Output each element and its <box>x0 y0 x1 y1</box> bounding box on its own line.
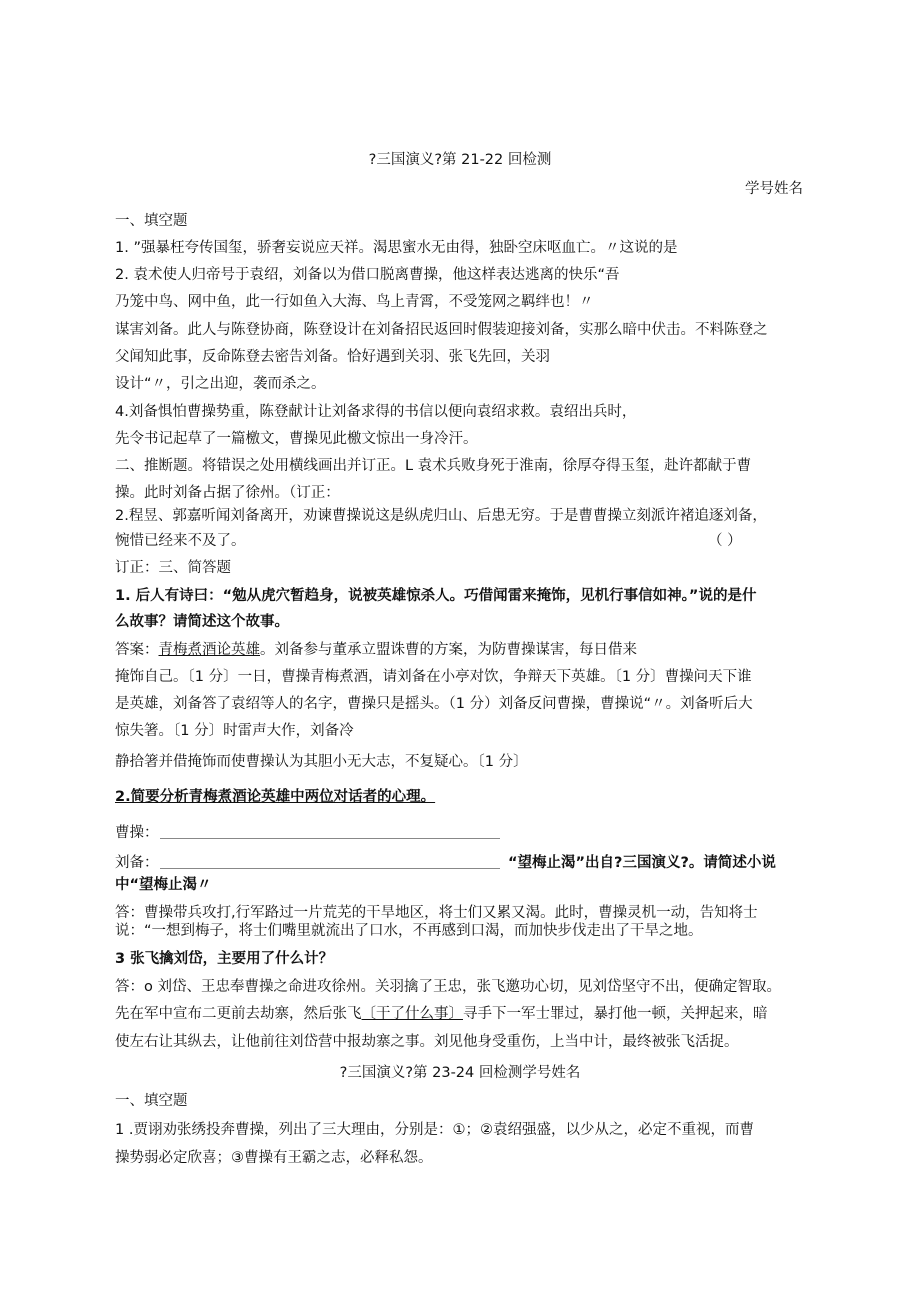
answer-4-text-a: 先在军中宣布二更前去劫寨，然后张飞 <box>115 1006 362 1022</box>
question-5-line-1: 1 .贾诩劝张绣投奔曹操，列出了三大理由，分别是：①；②袁绍强盛，以少从之，必定不重视，而曹 <box>115 1122 754 1138</box>
student-info: 学号姓名 <box>745 181 803 197</box>
section-2-line-2: 操。此时刘备占据了徐州。（订正： <box>115 485 340 501</box>
short-answer-1-line-1: 1. 后人有诗曰：“勉从虎穴暂趋身，说被英雄惊杀人。巧借闻雷来掩饰，见机行事信如神。”说的是什 <box>115 588 757 604</box>
answer-1-line-1 <box>115 640 637 660</box>
section-heading-fill-blank-2: 一、填空题 <box>115 1093 188 1109</box>
answer-4-line-1: 答：o 刘岱、王忠奉曹操之命进攻徐州。关羽擒了王忠，张飞邀功心切，见刘岱坚守不出，便确定智取。 <box>115 979 781 995</box>
page-title-1: ?三国演义?第 21-22 回检测 <box>368 152 552 168</box>
answer-4-blank: 〔干了什么事〕 <box>361 1006 463 1022</box>
short-answer-2: 2.简要分析青梅煮酒论英雄中两位对话者的心理。 <box>115 789 436 805</box>
answer-3-line-1: 答：曹操带兵攻打,行军路过一片荒芜的干旱地区，将士们又累又渴。此时，曹操灵机一动，告知将士 <box>115 905 758 921</box>
liubei-answer-line[interactable] <box>160 868 500 869</box>
question-4-line-1: 4.刘备惧怕曹操势重，陈登献计让刘备求得的书信以便向袁绍求救。袁绍出兵时， <box>115 404 637 420</box>
correction-blank: （ ） <box>708 533 742 549</box>
short-answer-3-line-1: “望梅止渴”出自?三国演义?。请简述小说 <box>508 855 776 871</box>
question-5-line-2: 操势弱必定欣喜；③曹操有王霸之志，必释私怨。 <box>115 1150 433 1166</box>
question-3-line-2: 父闻知此事，反命陈登去密告刘备。恰好遇到关羽、张飞先回，关羽 <box>115 349 550 365</box>
answer-4-line-3: 使左右让其纵去，让他前往刘岱营中报劫寨之事。刘见他身受重伤，上当中计，最终被张飞活捉。 <box>115 1034 739 1050</box>
question-2-line-2: 乃笼中鸟、网中鱼，此一行如鱼入大海、鸟上青霄，不受笼网之羁绊也！〃 <box>115 294 594 310</box>
answer-4-text-b: 寻手下一军士罪过，暴打他一顿，关押起来，暗 <box>463 1006 768 1022</box>
section-2-line-4: 惋惜已经来不及了。 <box>115 533 246 549</box>
question-1: 1. ”强暴枉夸传国玺，骄奢妄说应天祥。渴思蜜水无由得，独卧空床呕血亡。〃这说的是 <box>115 240 678 256</box>
answer-4-line-2 <box>115 1004 768 1024</box>
short-answer-4: 3 张飞擒刘岱，主要用了什么计？ <box>115 951 334 967</box>
section-2-line-3: 2.程昱、郭嘉听闻刘备离开，劝谏曹操说这是纵虎归山、后患无穷。于是曹曹操立刻派许褚追逐刘备， <box>115 508 767 524</box>
section-heading-fill-blank: 一、填空题 <box>115 213 188 229</box>
question-3-line-3: 设计“〃，引之出迎，袭而杀之。 <box>115 376 326 392</box>
answer-3-line-2: 说：“一想到梅子，将士们嘴里就流出了口水，不再感到口渴，而加快步伐走出了干旱之地。 <box>115 923 703 939</box>
answer-1-line-5: 静拾箸并借掩饰而使曹操认为其胆小无大志，不复疑心。〔1 分〕 <box>115 754 528 770</box>
story-title: 青梅煮酒论英雄 <box>158 642 260 658</box>
page-title-2: ?三国演义?第 23-24 回检测学号姓名 <box>339 1065 581 1081</box>
question-2-line-1: 2. 袁术使人归帝号于袁绍，刘备以为借口脱离曹操，他这样表达逃离的快乐“吾 <box>115 267 620 283</box>
answer-1-line-4: 惊失箸。〔1 分〕时雷声大作，刘备冷 <box>115 723 354 739</box>
question-4-line-2: 先令书记起草了一篇檄文，曹操见此檄文惊出一身冷汗。 <box>115 431 478 447</box>
answer-1-line-3: 是英雄，刘备答了袁绍等人的名字，曹操只是摇头。（1 分）刘备反问曹操，曹操说“〃。刘备听后大 <box>115 696 753 712</box>
short-answer-3-line-2: 中“望梅止渴〃 <box>115 877 212 893</box>
question-3-line-1: 谋害刘备。此人与陈登协商，陈登设计在刘备招民返回时假装迎接刘备，实那么暗中伏击。不料陈登之 <box>115 322 768 338</box>
caocao-answer-line[interactable] <box>160 838 500 839</box>
liubei-label: 刘备： <box>115 855 159 871</box>
short-answer-1-line-2: 么故事？请简述这个故事。 <box>115 614 289 630</box>
section-2-line-1: 二、推断题。将错误之处用横线画出并订正。L 袁术兵败身死于淮南，徐厚夺得玉玺，赴许都献于曹 <box>115 458 752 474</box>
section-3-heading: 订正：三、简答题 <box>115 560 231 576</box>
answer-1-text: 。刘备参与董承立盟诛曹的方案，为防曹操谋害，每日借来 <box>260 642 637 658</box>
answer-label: 答案： <box>115 642 159 658</box>
answer-1-line-2: 掩饰自己。〔1 分〕一日，曹操青梅煮酒，请刘备在小亭对饮，争辩天下英雄。〔1 分〕曹操问天下谁 <box>115 669 752 685</box>
caocao-label: 曹操： <box>115 825 159 841</box>
